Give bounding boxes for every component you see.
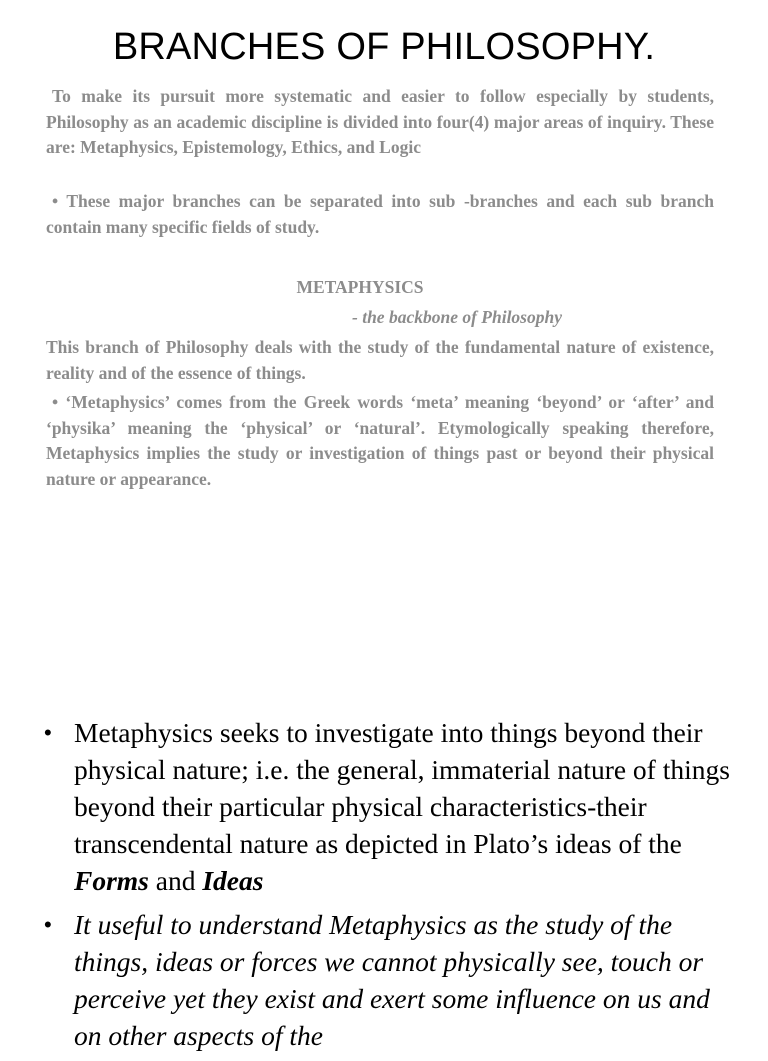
section-heading-metaphysics: METAPHYSICS xyxy=(296,277,424,297)
bullet-item xyxy=(40,906,740,1054)
bullet-text: It useful to understand Metaphysics as the study of the things, ideas or forces we cannot physically see, touch or perceive yet they exist and exert some influence on us and on other aspects of the xyxy=(74,909,710,1051)
bullet-text: Metaphysics seeks to investigate into things beyond their physical nature; i.e. the general, immaterial nature of things beyond their particular physical characteristics-their transcendental nature as depicted in Plato’s ideas of the xyxy=(74,717,730,859)
bullet-marker: • xyxy=(44,720,52,745)
intro-bullet: • These major branches can be separated into sub -branches and each sub branch contain many specific fields of study. xyxy=(46,191,714,237)
metaphysics-etymology: • ‘Metaphysics’ comes from the Greek words ‘meta’ meaning ‘beyond’ or ‘after’ and ‘physika’ meaning the ‘physical’ or ‘natural’. Etymologically speaking therefore, Metaphysics implies the study or investigation of things past or beyond their physical nature or appearance. xyxy=(46,392,714,489)
term-forms: Forms xyxy=(74,865,149,896)
bullet-item xyxy=(40,714,740,899)
page-title: BRANCHES OF PHILOSOPHY. xyxy=(112,26,656,68)
bullet-marker: • xyxy=(44,912,52,937)
bullet-list xyxy=(40,714,740,1061)
conjunction: and xyxy=(155,865,196,896)
metaphysics-definition: This branch of Philosophy deals with the study of the fundamental nature of existence, reality and of the essence of things. xyxy=(46,337,714,383)
section-subtitle: - the backbone of Philosophy xyxy=(352,307,562,327)
intro-paragraph: To make its pursuit more systematic and easier to follow especially by students, Philosophy as an academic discipline is divided into four(4) major areas of inquiry. These are: Metaphysics, Epistemology, Ethics, and Logic xyxy=(46,86,714,157)
term-ideas: Ideas xyxy=(202,865,264,896)
